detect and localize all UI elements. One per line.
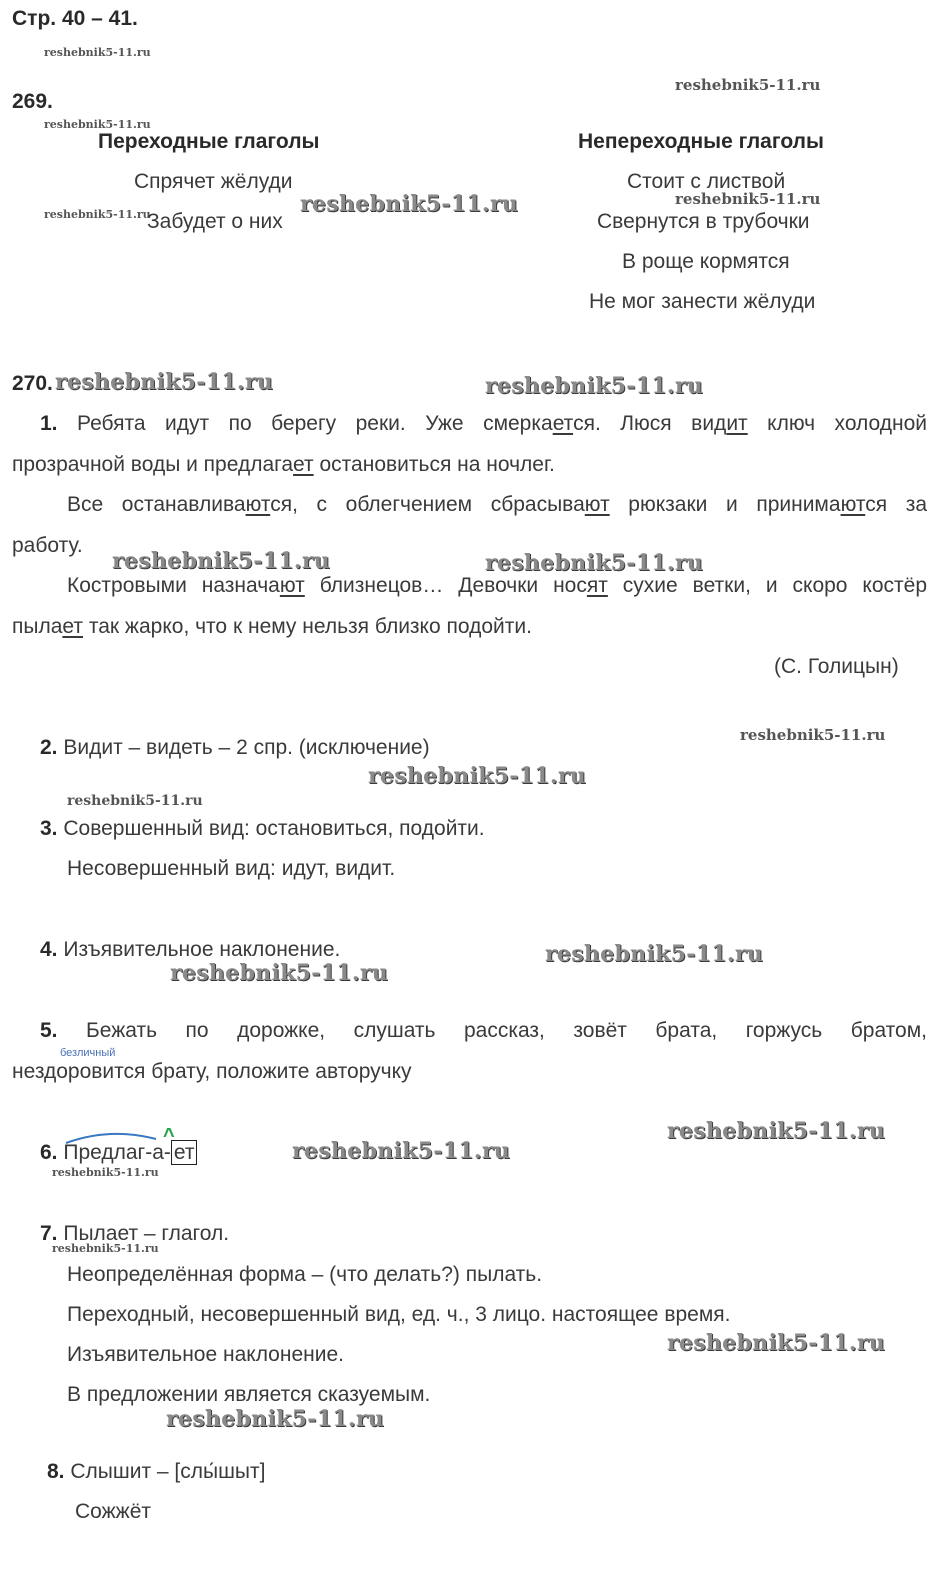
task-text: Пылает – глагол.: [57, 1222, 230, 1245]
watermark: reshebnik5-11.ru: [545, 941, 764, 967]
text-line: [12, 452, 927, 477]
watermark: reshebnik5-11.ru: [675, 190, 821, 208]
watermark: reshebnik5-11.ru: [166, 1406, 385, 1432]
watermark: reshebnik5-11.ru: [44, 46, 151, 59]
underlined-ending: ет: [293, 453, 314, 476]
text-line: [40, 411, 927, 436]
text-fragment: ся, с облегчением сбрасыва: [270, 493, 585, 516]
text-fragment: ся. Люся вид: [573, 412, 727, 435]
task-5: [40, 1018, 927, 1043]
task-6: [40, 1140, 197, 1165]
text-fragment: Костровыми назнача: [67, 574, 280, 597]
column-heading-transitive: Переходные глаголы: [98, 130, 320, 153]
text-fragment: Ребята идут по берегу реки. Уже смерка: [57, 412, 553, 435]
underlined-ending: ят: [586, 574, 608, 597]
text-line: работу.: [12, 534, 83, 557]
transitive-item: Спрячет жёлуди: [134, 170, 293, 193]
task-text: В предложении является сказуемым.: [67, 1383, 431, 1406]
task-8: [47, 1459, 265, 1484]
task-text: Переходный, несовершенный вид, ед. ч., 3 лицо. настоящее время.: [67, 1303, 731, 1326]
task-text: нездоровится брату, положите авторучку: [12, 1060, 412, 1083]
task-2: [40, 735, 430, 760]
task-text: Видит – видеть – 2 спр. (исключение): [57, 736, 430, 759]
watermark: reshebnik5-11.ru: [485, 373, 704, 399]
task-text: Слышит – [слы́шыт]: [64, 1460, 266, 1483]
intransitive-item: В роще кормятся: [622, 250, 790, 273]
watermark: reshebnik5-11.ru: [300, 191, 519, 217]
task-4: [40, 937, 340, 962]
underlined-ending: ет: [552, 412, 574, 435]
watermark: reshebnik5-11.ru: [667, 1118, 886, 1144]
underlined-ending: ет: [62, 615, 84, 638]
text-fragment: пыла: [12, 615, 63, 638]
task-text: Изъявительное наклонение.: [67, 1343, 344, 1366]
task-number: 2.: [40, 736, 58, 759]
task-3: [40, 816, 485, 841]
task-number: 5.: [40, 1019, 58, 1042]
text-line: [12, 614, 927, 639]
word-root: Предлаг: [57, 1141, 146, 1164]
text-fragment: остановиться на ночлег.: [313, 453, 555, 476]
word-suffix: а: [152, 1141, 164, 1164]
text-line: [67, 492, 927, 517]
hyphen: -: [163, 1141, 171, 1164]
transitive-item: Забудет о них: [147, 210, 283, 233]
watermark: reshebnik5-11.ru: [44, 208, 151, 221]
task-number: 1.: [40, 412, 58, 435]
underlined-ending: ит: [726, 412, 748, 435]
task-text: Бежать по дорожке, слушать рассказ, зовёт брата, горжусь братом,: [57, 1019, 927, 1042]
task-text: Совершенный вид: остановиться, подойти.: [57, 817, 485, 840]
watermark: reshebnik5-11.ru: [52, 1242, 159, 1255]
task-7: [40, 1221, 229, 1246]
text-fragment: Все останавлива: [67, 493, 246, 516]
watermark: reshebnik5-11.ru: [292, 1138, 511, 1164]
text-fragment: ключ холодной: [747, 412, 928, 435]
author-credit: (С. Голицын): [774, 655, 899, 678]
hyphen: -: [145, 1141, 153, 1164]
watermark: reshebnik5-11.ru: [667, 1330, 886, 1356]
watermark: reshebnik5-11.ru: [52, 1166, 159, 1179]
underlined-ending: ют: [584, 493, 610, 516]
column-heading-intransitive: Непереходные глаголы: [578, 130, 824, 153]
watermark: reshebnik5-11.ru: [485, 550, 704, 576]
task-text: Несовершенный вид: идут, видит.: [67, 857, 396, 880]
task-number: 4.: [40, 938, 58, 961]
page-range-heading: Стр. 40 – 41.: [12, 7, 138, 30]
watermark: reshebnik5-11.ru: [740, 726, 886, 744]
intransitive-item: Стоит с листвой: [627, 170, 786, 193]
suffix-mark: ^: [163, 1125, 175, 1147]
watermark: reshebnik5-11.ru: [67, 793, 203, 809]
text-fragment: ся за: [865, 493, 928, 516]
text-fragment: близнецов… Девочки нос: [304, 574, 587, 597]
exercise-number: 270.: [12, 372, 53, 395]
intransitive-item: Не мог занести жёлуди: [589, 290, 816, 313]
exercise-number: 269.: [12, 90, 53, 113]
task-number: 6.: [40, 1141, 58, 1164]
text-line: [67, 573, 927, 598]
task-number: 3.: [40, 817, 58, 840]
task-number: 7.: [40, 1222, 58, 1245]
underlined-ending: ют: [840, 493, 866, 516]
task-text: Изъявительное наклонение.: [57, 938, 341, 961]
text-fragment: прозрачной воды и предлага: [12, 453, 294, 476]
task-text: Неопределённая форма – (что делать?) пылать.: [67, 1263, 543, 1286]
watermark: reshebnik5-11.ru: [368, 763, 587, 789]
underlined-ending: ют: [245, 493, 271, 516]
text-fragment: рюкзаки и принима: [609, 493, 841, 516]
text-fragment: так жарко, что к нему нельзя близко подойти.: [83, 615, 532, 638]
text-fragment: сухие ветки, и скоро костёр: [607, 574, 928, 597]
watermark: reshebnik5-11.ru: [112, 548, 331, 574]
annotation-note: безличный: [60, 1047, 116, 1059]
watermark: reshebnik5-11.ru: [55, 369, 274, 395]
watermark: reshebnik5-11.ru: [675, 76, 821, 94]
task-number: 8.: [47, 1460, 65, 1483]
underlined-ending: ют: [279, 574, 305, 597]
word-ending: ет: [171, 1140, 198, 1165]
task-text: Сожжёт: [75, 1500, 152, 1523]
watermark: reshebnik5-11.ru: [44, 118, 151, 131]
intransitive-item: Свернутся в трубочки: [597, 210, 810, 233]
watermark: reshebnik5-11.ru: [170, 960, 389, 986]
